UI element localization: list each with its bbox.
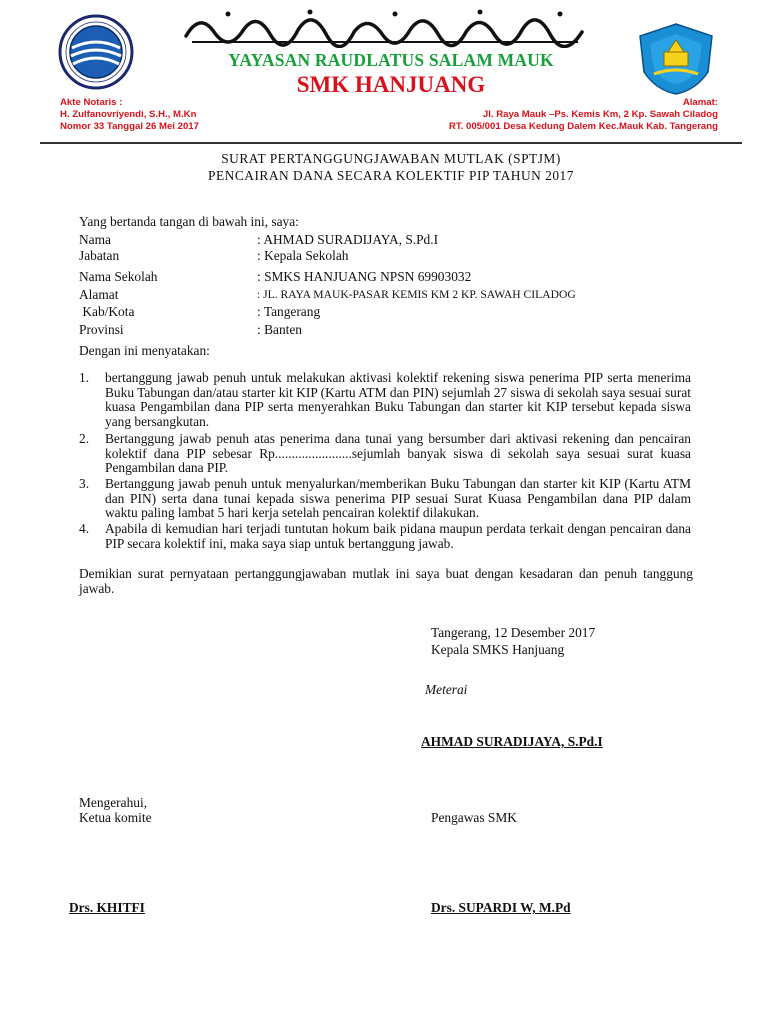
identity-label-school: Nama Sekolah (79, 269, 158, 284)
statement-number-4: 4. (79, 521, 90, 536)
notary-name: H. Zulfanovriyendi, S.H., M.Kn (60, 109, 197, 120)
identity-value-address: : JL. RAYA MAUK-PASAR KEMIS KM 2 KP. SAWAH CILADOG (257, 288, 576, 301)
supervisor-title: Pengawas SMK (431, 810, 517, 825)
signature-place-date: Tangerang, 12 Desember 2017 (431, 625, 596, 640)
identity-value-city: : Tangerang (257, 304, 321, 319)
intro-text: Yang bertanda tangan di bawah ini, saya: (79, 214, 299, 229)
address-line-2: RT. 005/001 Desa Kedung Dalem Kec.Mauk Kab. Tangerang (448, 121, 718, 132)
signature-position: Kepala SMKS Hanjuang (431, 642, 565, 657)
declaration-intro: Dengan ini menyatakan: (79, 343, 210, 358)
statement-text-1: bertanggung jawab penuh untuk melakukan aktivasi kolektif rekening siswa penerima PIP serta menerima Buku Tabungan dan/atau starter kit KIP (Kartu ATM dan PIN) sejumlah 27 siswa di sekolah saya sesuai surat kuasa Pengambilan dana PIP serta menyerahkan Buku Tabungan dan starter kit KIP tersebut kepada siswa yang bersangkutan. (105, 370, 691, 429)
identity-value-name: : AHMAD SURADIJAYA, S.Pd.I (257, 232, 439, 247)
identity-label-address: Alamat (79, 287, 119, 302)
foundation-emblem (636, 22, 716, 96)
identity-label-name: Nama (79, 232, 111, 247)
school-name: SMK HANJUANG (296, 72, 486, 97)
address-label: Alamat: (682, 97, 718, 108)
school-address (420, 97, 718, 133)
statement-number-2: 2. (79, 431, 90, 446)
identity-value-school: : SMKS HANJUANG NPSN 69903032 (257, 269, 472, 284)
committee-chair-title: Ketua komite (79, 810, 152, 825)
arabic-calligraphy-banner (180, 2, 590, 48)
notary-number: Nomor 33 Tanggal 26 Mei 2017 (60, 121, 199, 132)
identity-label-province: Provinsi (79, 322, 124, 337)
stamp-duty-placeholder: Meterai (425, 682, 468, 697)
statement-number-3: 3. (79, 476, 90, 491)
identity-label-position: Jabatan (79, 248, 120, 263)
statement-text-4: Apabila di kemudian hari terjadi tuntutan hokum baik pidana maupun perdata terkait dengan pencairan dana PIP secara kolektif ini, maka saya siap untuk bertanggung jawab. (105, 521, 691, 551)
document-title-line-1: SURAT PERTANGGUNGJAWABAN MUTLAK (SPTJM) (221, 151, 561, 166)
address-line-1: Jl. Raya Mauk –Ps. Kemis Km, 2 Kp. Sawah Ciladog (482, 109, 718, 120)
document-title-line-2: PENCAIRAN DANA SECARA KOLEKTIF PIP TAHUN 2017 (208, 168, 574, 183)
acknowledge-label: Mengerahui, (79, 795, 148, 810)
notary-info (60, 97, 320, 133)
statement-text-2: Bertanggung jawab penuh atas penerima dana tunai yang bersumber dari aktivasi rekening dan pencairan kolektif dana PIP sebesar Rp.......................sejumlah banyak siswa di sekolah saya sesuai surat kuasa Pengambilan dana PIP. (105, 431, 691, 475)
identity-label-city: Kab/Kota (79, 304, 135, 319)
header-divider (40, 142, 742, 144)
signatory-name: AHMAD SURADIJAYA, S.Pd.I (421, 734, 603, 749)
committee-chair-name: Drs. KHITFI (69, 900, 145, 915)
foundation-name: YAYASAN RAUDLATUS SALAM MAUK (228, 50, 554, 70)
supervisor-name: Drs. SUPARDI W, M.Pd (431, 900, 571, 915)
identity-value-position: : Kepala Sekolah (257, 248, 349, 263)
identity-value-province: : Banten (257, 322, 302, 337)
notary-label: Akte Notaris : (60, 97, 123, 108)
statement-number-1: 1. (79, 370, 90, 385)
school-logo (58, 14, 134, 90)
statement-text-3: Bertanggung jawab penuh untuk menyalurkan/memberikan Buku Tabungan dan starter kit KIP (Kartu ATM dan PIN) serta dana tunai kepada siswa penerima PIP sesuai Surat Kuasa Pengambilan dana PIP dalam waktu paling lambat 5 hari kerja setelah pencairan kolektif dilakukan. (105, 476, 691, 520)
closing-statement: Demikian surat pernyataan pertanggungjawaban mutlak ini saya buat dengan kesadaran dan penuh tanggung jawab. (79, 566, 693, 596)
